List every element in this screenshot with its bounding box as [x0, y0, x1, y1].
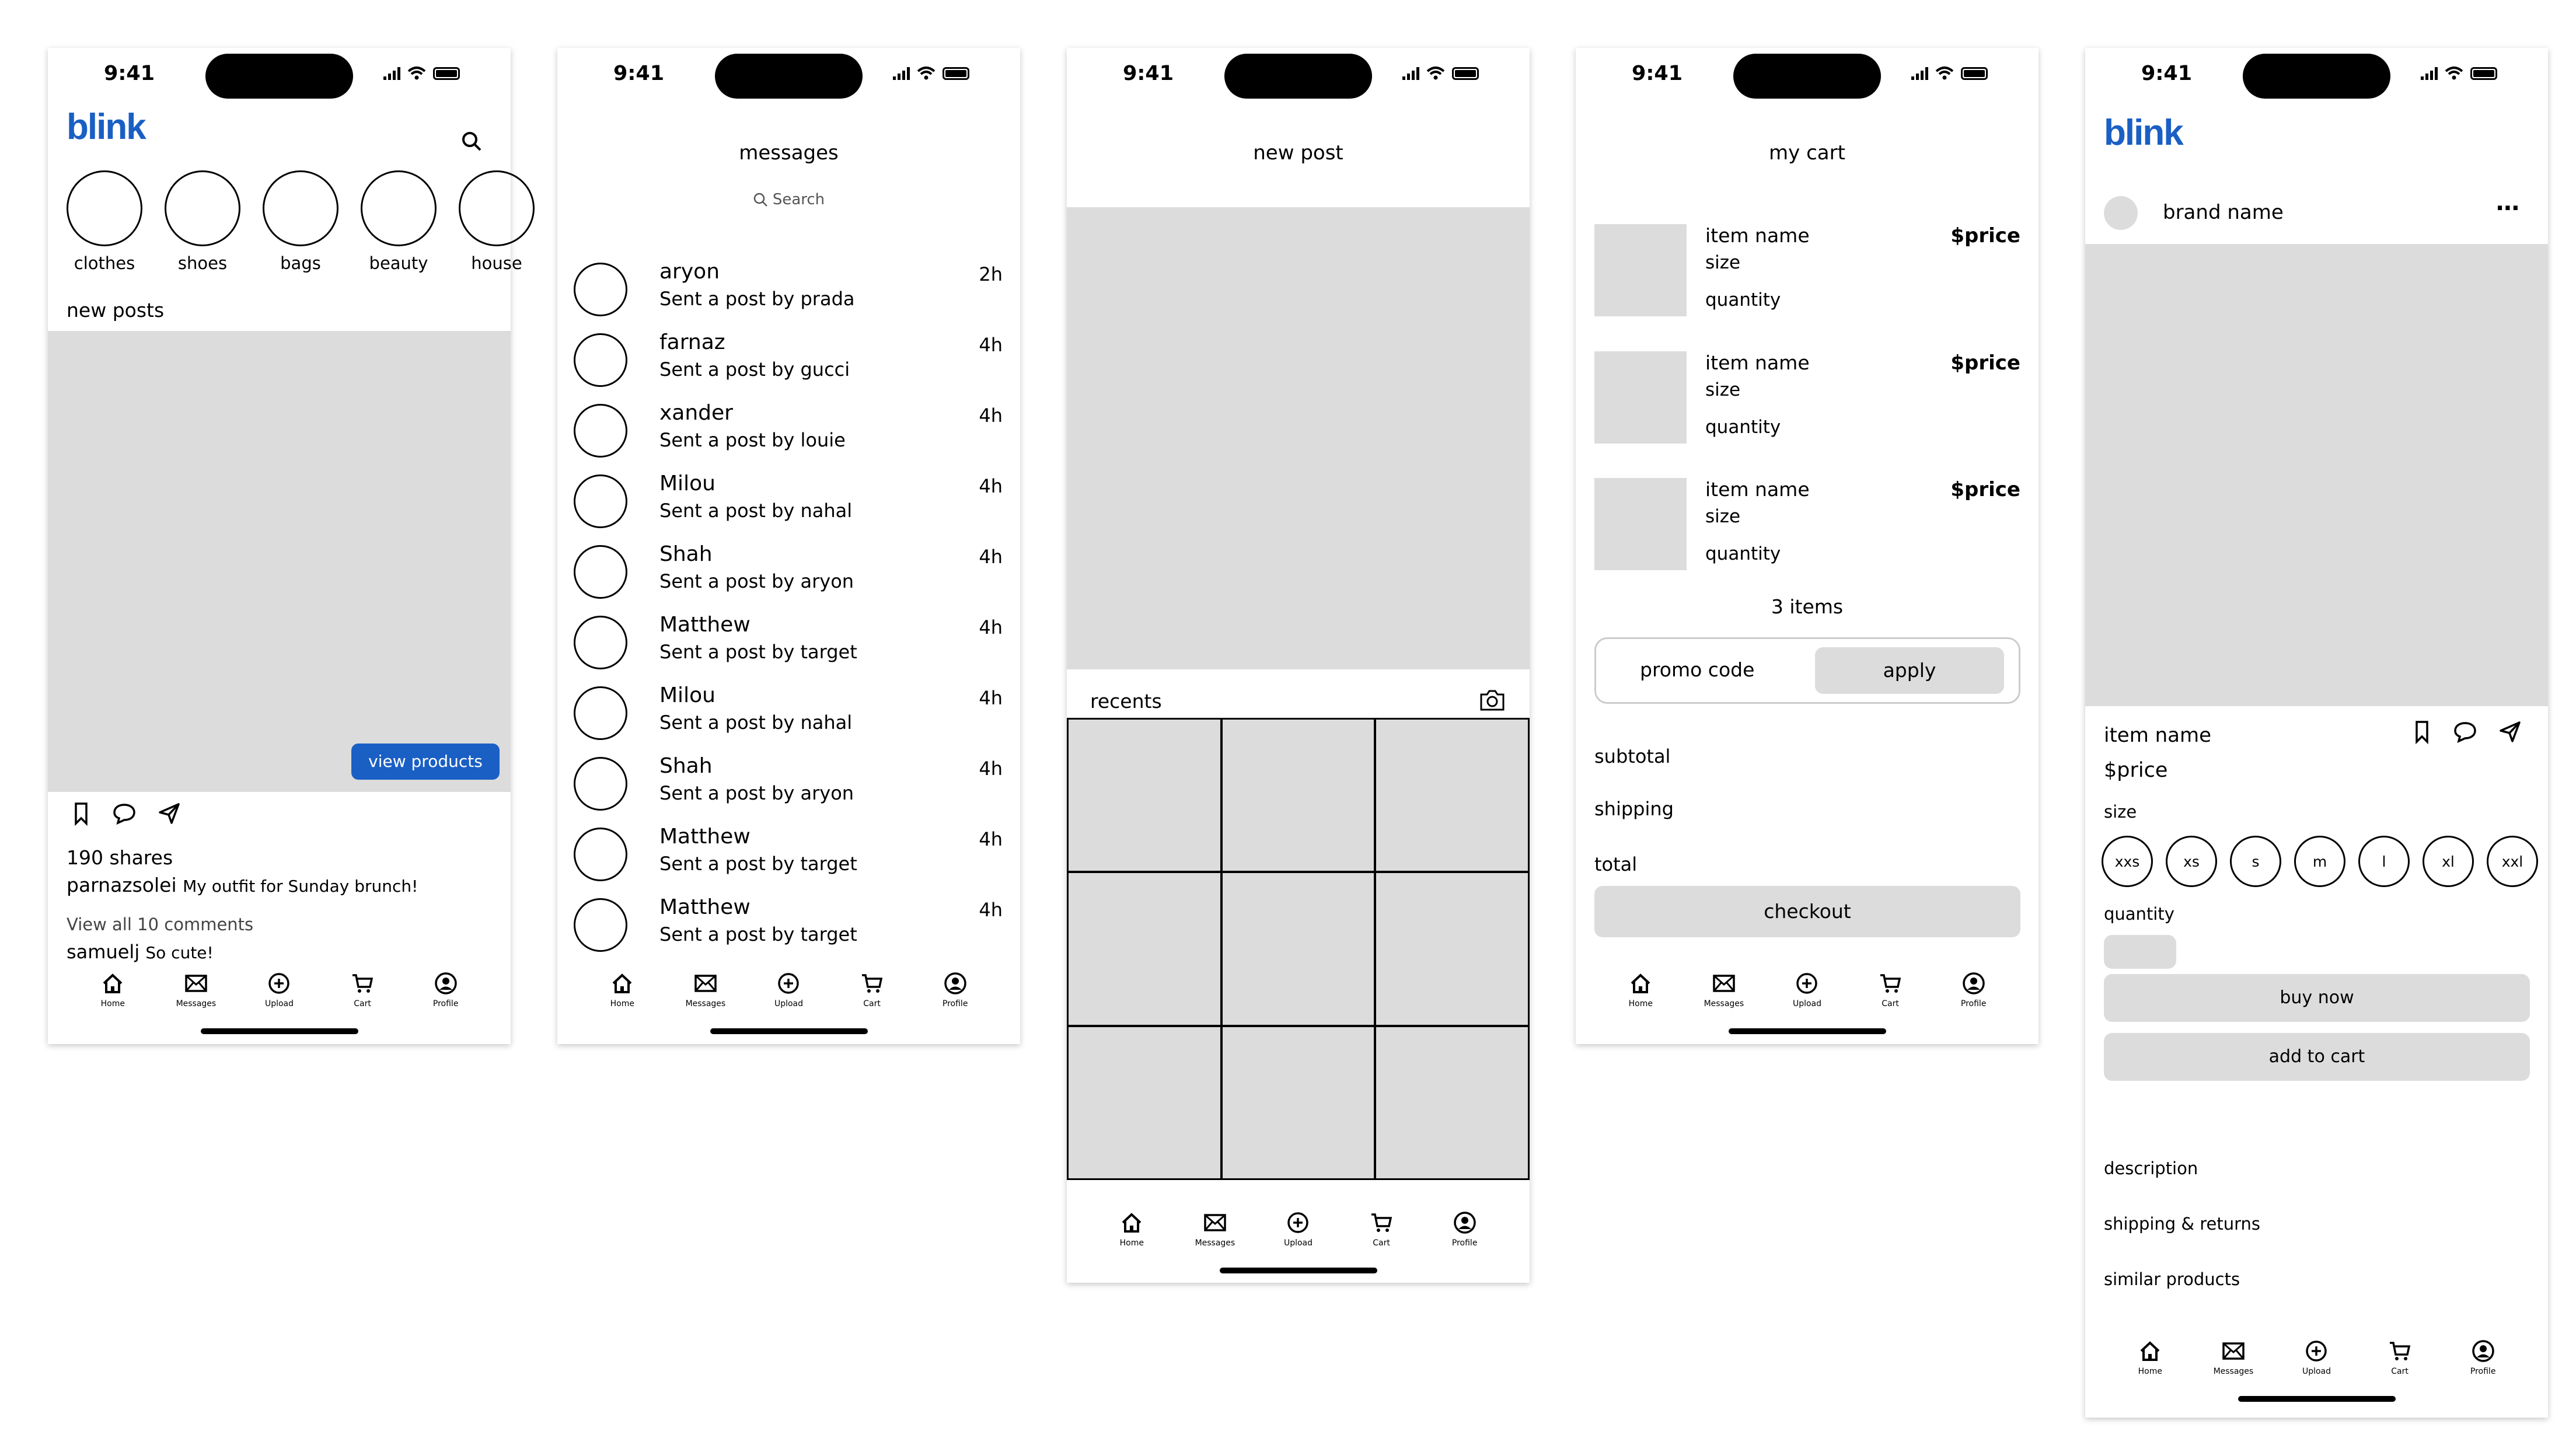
size-option[interactable]: xl [2423, 836, 2474, 887]
message-thread[interactable] [574, 754, 1003, 825]
nav-label: Upload [264, 999, 294, 1008]
nav-label: Cart [1882, 999, 1899, 1008]
signal-icon [1911, 67, 1928, 80]
thread-name: farnaz [659, 330, 725, 354]
item-name: item name [1705, 224, 1810, 247]
home-indicator [1220, 1268, 1377, 1273]
nav-label: Upload [1792, 999, 1822, 1008]
view-products-button[interactable]: view products [351, 744, 500, 780]
category-image [459, 170, 535, 246]
status-time: 9:41 [2141, 62, 2193, 85]
item-name: item name [2104, 724, 2212, 747]
category-beauty[interactable] [361, 170, 437, 273]
status-time: 9:41 [1123, 62, 1174, 85]
home-icon [610, 969, 634, 998]
brand-name[interactable]: brand name [2163, 201, 2284, 224]
battery-icon [1452, 67, 1479, 80]
nav-label: Messages [2213, 1367, 2254, 1376]
avatar [574, 474, 627, 528]
nav-home[interactable] [78, 964, 148, 1034]
thread-time: 2h [979, 263, 1003, 285]
bookmark-icon[interactable] [71, 802, 91, 825]
avatar [574, 686, 627, 740]
camera-icon[interactable] [1479, 689, 1506, 712]
item-size: size [1705, 252, 1741, 273]
product-image[interactable] [2085, 244, 2548, 706]
cart-icon [351, 969, 374, 998]
photo-thumbnail[interactable] [1069, 720, 1220, 871]
thread-time: 4h [979, 616, 1003, 638]
item-price: $price [1950, 224, 2020, 247]
item-quantity: quantity [1705, 289, 1781, 310]
nav-label: Messages [1704, 999, 1744, 1008]
thread-name: Shah [659, 542, 713, 566]
profile-icon [2472, 1336, 2495, 1366]
item-count: 3 items [1771, 595, 1844, 618]
thread-name: Matthew [659, 825, 751, 849]
post-caption [67, 874, 418, 896]
nav-label: Cart [354, 999, 371, 1008]
cart-icon [2388, 1336, 2411, 1366]
thread-time: 4h [979, 475, 1003, 497]
nav-profile[interactable] [2448, 1332, 2518, 1402]
item-name: item name [1705, 478, 1810, 501]
thread-preview: Sent a post by prada [659, 288, 855, 310]
thread-name: xander [659, 401, 733, 425]
more-options-icon[interactable]: ⋯ [2496, 195, 2521, 222]
size-option[interactable]: xxs [2102, 836, 2153, 887]
nav-messages[interactable] [671, 964, 741, 1034]
nav-messages[interactable] [1689, 964, 1759, 1034]
category-label: beauty [369, 253, 428, 273]
envelope-icon [1712, 969, 1736, 998]
category-label: shoes [177, 253, 228, 273]
battery-icon [1961, 67, 1988, 80]
comment-author[interactable]: samuelj [67, 941, 140, 963]
section-title: new posts [67, 299, 165, 322]
size-option[interactable]: s [2230, 836, 2281, 887]
thread-preview: Sent a post by aryon [659, 782, 854, 804]
plus-circle-icon [777, 969, 800, 998]
category-label: clothes [74, 253, 135, 273]
new-post-screen [1067, 48, 1530, 1283]
dynamic-island [205, 54, 353, 99]
product-actions [2412, 720, 2522, 744]
bottom-nav [557, 964, 1020, 1034]
category-image [263, 170, 338, 246]
photo-thumbnail[interactable] [1223, 1027, 1374, 1178]
comment-text: So cute! [145, 943, 214, 962]
profile-icon [1453, 1208, 1477, 1237]
recents-label: recents [1090, 690, 1162, 713]
nav-home[interactable] [587, 964, 657, 1034]
nav-cart[interactable] [327, 964, 397, 1034]
nav-upload[interactable] [1263, 1203, 1333, 1273]
avatar [574, 545, 627, 599]
home-icon [1120, 1208, 1143, 1237]
view-comments-link[interactable]: View all 10 comments [67, 915, 254, 934]
total-label: total [1594, 853, 1638, 875]
brand-logo: blink [67, 107, 145, 147]
nav-upload[interactable] [2281, 1332, 2351, 1402]
cart-item[interactable] [1594, 351, 2020, 445]
item-name: item name [1705, 351, 1810, 374]
item-image [1594, 224, 1687, 316]
category-bags[interactable] [263, 170, 338, 273]
avatar [574, 263, 627, 316]
checkout-button[interactable]: checkout [1594, 886, 2020, 937]
comment-icon[interactable] [112, 802, 137, 825]
promo-code-input[interactable]: promo code [1640, 658, 1755, 681]
product-screen [2085, 48, 2548, 1418]
battery-icon [943, 67, 969, 80]
comment-preview [67, 941, 214, 963]
comment-icon[interactable] [2453, 720, 2477, 744]
similar-products-link[interactable]: similar products [2104, 1269, 2240, 1289]
nav-profile[interactable] [1430, 1203, 1500, 1273]
wifi-icon [1426, 67, 1445, 81]
cart-item[interactable] [1594, 478, 2020, 571]
nav-profile[interactable] [411, 964, 481, 1034]
profile-icon [944, 969, 967, 998]
plus-circle-icon [2305, 1336, 2328, 1366]
category-house[interactable] [459, 170, 535, 273]
dynamic-island [1733, 54, 1881, 99]
thread-time: 4h [979, 546, 1003, 568]
item-image [1594, 351, 1687, 444]
size-option[interactable]: xs [2166, 836, 2217, 887]
thread-time: 4h [979, 334, 1003, 356]
thread-preview: Sent a post by target [659, 923, 857, 945]
post-image[interactable] [48, 331, 511, 792]
nav-upload[interactable] [244, 964, 314, 1034]
thread-time: 4h [979, 899, 1003, 921]
home-indicator [2238, 1396, 2396, 1402]
home-icon [101, 969, 124, 998]
category-list [67, 170, 535, 273]
status-icons [893, 67, 969, 81]
thread-preview: Sent a post by nahal [659, 711, 853, 734]
nav-cart[interactable] [2365, 1332, 2435, 1402]
nav-messages[interactable] [2198, 1332, 2268, 1402]
category-image [165, 170, 240, 246]
thread-preview: Sent a post by louie [659, 429, 846, 451]
nav-label: Cart [1373, 1238, 1390, 1248]
thread-preview: Sent a post by nahal [659, 500, 853, 522]
avatar [574, 404, 627, 458]
message-thread[interactable] [574, 683, 1003, 754]
nav-label: Upload [2302, 1367, 2331, 1376]
dynamic-island [1224, 54, 1372, 99]
thread-preview: Sent a post by target [659, 641, 857, 663]
recent-photos-grid [1067, 718, 1530, 1180]
description-link[interactable]: description [2104, 1158, 2198, 1178]
brand-logo: blink [2104, 113, 2183, 153]
page-title: new post [1253, 141, 1343, 165]
category-clothes[interactable] [67, 170, 142, 273]
nav-label: Profile [1960, 999, 1987, 1008]
thread-name: Milou [659, 472, 715, 495]
message-thread[interactable] [574, 825, 1003, 895]
envelope-icon [694, 969, 717, 998]
post-actions [71, 802, 181, 825]
nav-label: Messages [685, 999, 726, 1008]
thread-time: 4h [979, 687, 1003, 709]
signal-icon [1402, 67, 1419, 80]
selected-photo-preview [1067, 207, 1530, 669]
thread-time: 4h [979, 758, 1003, 780]
nav-label: Profile [942, 999, 968, 1008]
nav-messages[interactable] [161, 964, 231, 1034]
thread-name: aryon [659, 260, 720, 284]
avatar [574, 828, 627, 881]
size-option[interactable]: l [2358, 836, 2410, 887]
dynamic-island [715, 54, 863, 99]
dynamic-island [2243, 54, 2390, 99]
signal-icon [383, 67, 400, 80]
photo-thumbnail[interactable] [1069, 873, 1220, 1024]
battery-icon [2470, 67, 2497, 80]
nav-label: Profile [2470, 1367, 2496, 1376]
message-thread[interactable] [574, 330, 1003, 401]
thread-time: 4h [979, 404, 1003, 427]
battery-icon [433, 67, 460, 80]
wifi-icon [1935, 67, 1954, 81]
item-size: size [1705, 379, 1741, 400]
cart-icon [860, 969, 884, 998]
category-shoes[interactable] [165, 170, 240, 273]
bookmark-icon[interactable] [2412, 720, 2432, 744]
nav-label: Home [1628, 999, 1653, 1008]
status-time: 9:41 [104, 62, 155, 85]
message-thread[interactable] [574, 613, 1003, 683]
photo-thumbnail[interactable] [1376, 1027, 1528, 1178]
home-indicator [1729, 1028, 1886, 1034]
message-thread[interactable] [574, 895, 1003, 966]
cart-icon [1370, 1208, 1393, 1237]
item-price: $price [1950, 351, 2020, 375]
item-price: $price [1950, 478, 2020, 501]
search-input[interactable] [557, 191, 1020, 208]
nav-home[interactable] [2115, 1332, 2185, 1402]
photo-thumbnail[interactable] [1223, 873, 1374, 1024]
nav-label: Home [100, 999, 125, 1008]
home-indicator [201, 1028, 358, 1034]
size-option[interactable]: xxl [2487, 836, 2538, 887]
nav-cart[interactable] [837, 964, 907, 1034]
category-label: bags [280, 253, 321, 273]
category-image [361, 170, 437, 246]
nav-upload[interactable] [1772, 964, 1842, 1034]
caption-text: My outfit for Sunday brunch! [183, 877, 418, 896]
thread-name: Matthew [659, 613, 751, 637]
buy-now-button[interactable]: buy now [2104, 974, 2530, 1022]
thread-name: Milou [659, 683, 715, 707]
quantity-label: quantity [2104, 904, 2174, 924]
nav-label: Messages [176, 999, 217, 1008]
status-time: 9:41 [613, 62, 665, 85]
messages-screen [557, 48, 1020, 1044]
post-author[interactable]: parnazsolei [67, 874, 177, 896]
page-title: my cart [1769, 141, 1845, 165]
promo-code-field [1594, 637, 2020, 704]
share-icon[interactable] [158, 802, 181, 825]
item-price: $price [2104, 759, 2168, 782]
page-title: messages [739, 141, 839, 165]
nav-profile[interactable] [1939, 964, 2009, 1034]
item-quantity: quantity [1705, 417, 1781, 438]
nav-label: Profile [432, 999, 459, 1008]
avatar [574, 616, 627, 669]
thread-time: 4h [979, 828, 1003, 850]
photo-thumbnail[interactable] [1376, 873, 1528, 1024]
avatar [574, 757, 627, 811]
cart-screen [1576, 48, 2039, 1044]
thread-name: Matthew [659, 895, 751, 919]
nav-cart[interactable] [1346, 1203, 1416, 1273]
nav-label: Home [2138, 1367, 2162, 1376]
nav-label: Upload [1283, 1238, 1313, 1248]
message-thread[interactable] [574, 542, 1003, 613]
quantity-selector[interactable] [2104, 935, 2176, 969]
nav-home[interactable] [1097, 1203, 1167, 1273]
profile-icon [434, 969, 458, 998]
shipping-returns-link[interactable]: shipping & returns [2104, 1214, 2261, 1234]
home-indicator [710, 1028, 868, 1034]
photo-thumbnail[interactable] [1223, 720, 1374, 871]
search-icon [753, 192, 768, 207]
status-icons [1911, 67, 1988, 81]
home-icon [1629, 969, 1652, 998]
home-screen [48, 48, 522, 1044]
thread-name: Shah [659, 754, 713, 778]
wifi-icon [2445, 67, 2463, 81]
avatar [574, 333, 627, 387]
envelope-icon [184, 969, 208, 998]
search-placeholder: Search [772, 191, 825, 208]
avatar [574, 898, 627, 952]
nav-cart[interactable] [1855, 964, 1925, 1034]
brand-avatar[interactable] [2104, 196, 2138, 230]
thread-preview: Sent a post by target [659, 853, 857, 875]
nav-label: Messages [1195, 1238, 1235, 1248]
nav-label: Cart [863, 999, 881, 1008]
thread-preview: Sent a post by aryon [659, 570, 854, 592]
nav-messages[interactable] [1180, 1203, 1250, 1273]
category-image [67, 170, 142, 246]
message-thread[interactable] [574, 401, 1003, 472]
plus-circle-icon [1286, 1208, 1310, 1237]
status-icons [1402, 67, 1479, 81]
add-to-cart-button[interactable]: add to cart [2104, 1033, 2530, 1081]
size-option[interactable]: m [2294, 836, 2345, 887]
photo-thumbnail[interactable] [1069, 1027, 1220, 1178]
home-icon [2138, 1336, 2162, 1366]
nav-label: Profile [1451, 1238, 1478, 1248]
item-size: size [1705, 506, 1741, 527]
status-time: 9:41 [1632, 62, 1683, 85]
bottom-nav [48, 964, 511, 1034]
message-thread[interactable] [574, 472, 1003, 542]
envelope-icon [1203, 1208, 1227, 1237]
cart-item[interactable] [1594, 224, 2020, 317]
nav-label: Upload [774, 999, 804, 1008]
plus-circle-icon [267, 969, 291, 998]
signal-icon [2421, 67, 2438, 80]
shipping-label: shipping [1594, 798, 1674, 820]
subtotal-label: subtotal [1594, 745, 1671, 767]
nav-home[interactable] [1605, 964, 1676, 1034]
thread-preview: Sent a post by gucci [659, 358, 850, 381]
plus-circle-icon [1795, 969, 1818, 998]
wifi-icon [407, 67, 426, 81]
cart-icon [1879, 969, 1902, 998]
item-quantity: quantity [1705, 543, 1781, 564]
category-label: house [471, 253, 522, 273]
share-icon[interactable] [2498, 720, 2522, 744]
bottom-nav [1067, 1203, 1530, 1273]
nav-upload[interactable] [753, 964, 823, 1034]
status-icons [383, 67, 460, 81]
share-count: 190 shares [67, 846, 173, 869]
photo-thumbnail[interactable] [1376, 720, 1528, 871]
apply-button[interactable]: apply [1815, 647, 2004, 694]
envelope-icon [2222, 1336, 2245, 1366]
nav-label: Home [610, 999, 634, 1008]
nav-label: Home [1119, 1238, 1144, 1248]
size-label: size [2104, 802, 2137, 822]
size-selector [2102, 836, 2538, 887]
wifi-icon [917, 67, 936, 81]
bottom-nav [2085, 1332, 2548, 1402]
profile-icon [1962, 969, 1985, 998]
nav-profile[interactable] [920, 964, 990, 1034]
bottom-nav [1576, 964, 2039, 1034]
signal-icon [893, 67, 910, 80]
search-icon[interactable] [460, 130, 483, 153]
status-icons [2421, 67, 2497, 81]
item-image [1594, 478, 1687, 570]
message-thread[interactable] [574, 260, 1003, 330]
nav-label: Cart [2391, 1367, 2409, 1376]
